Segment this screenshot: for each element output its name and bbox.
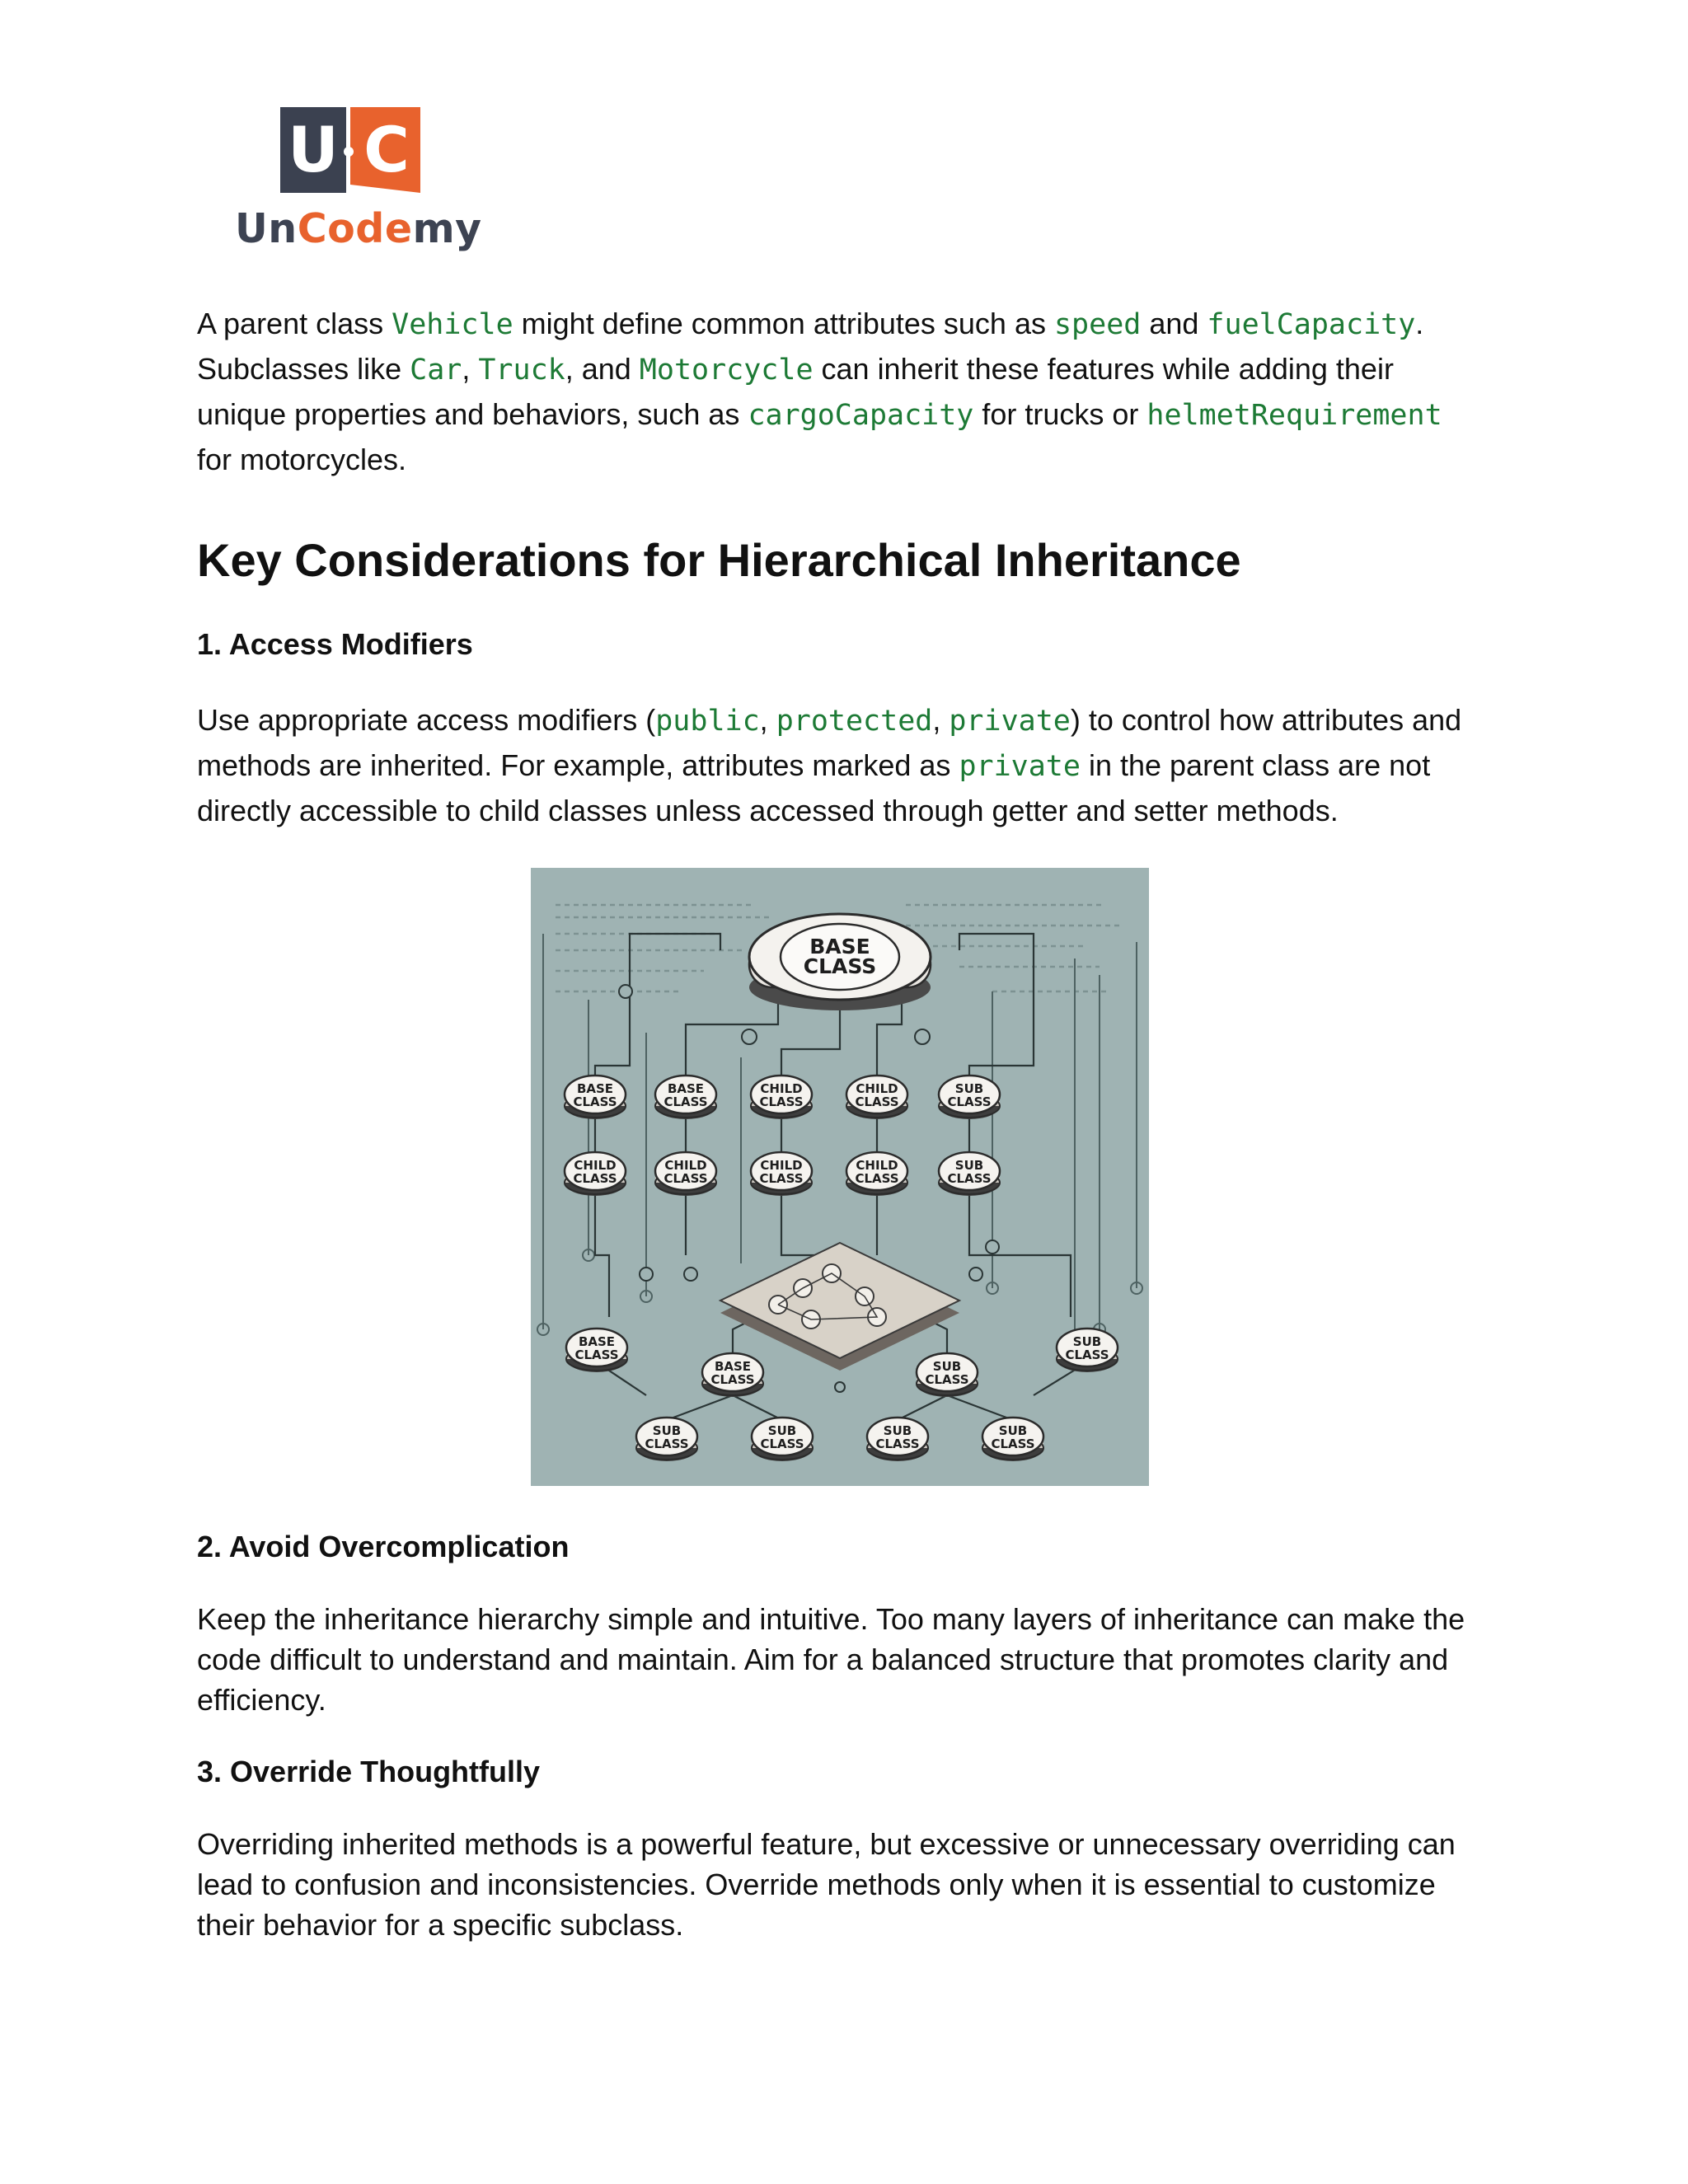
class-node-label-2: CLASS: [710, 1372, 755, 1387]
inline-code: private: [949, 705, 1071, 738]
logo-word-my: my: [412, 205, 482, 252]
class-node-label-2: CLASS: [925, 1372, 969, 1387]
class-node-label-2: CLASS: [855, 1171, 899, 1186]
logo-letter-c: C: [363, 113, 410, 186]
class-node-label-1: CHILD: [574, 1158, 617, 1173]
class-node-label-1: SUB: [883, 1423, 912, 1438]
class-node-label-2: CLASS: [855, 1094, 899, 1109]
section-1: [197, 624, 1483, 665]
class-node-label-2: CLASS: [991, 1436, 1035, 1451]
class-node-label-1: SUB: [932, 1359, 962, 1374]
class-node-label-2: CLASS: [760, 1436, 804, 1451]
class-node-label-2: CLASS: [574, 1347, 619, 1362]
section-2: [197, 1526, 1483, 1568]
junction-node-icon: [619, 985, 632, 998]
inline-code: speed: [1053, 308, 1142, 341]
class-node-label-2: CLASS: [759, 1171, 804, 1186]
class-node-label-1: CHILD: [664, 1158, 707, 1173]
class-node-label-1: BASE: [667, 1081, 705, 1096]
class-node-label-2: CLASS: [759, 1094, 804, 1109]
inline-code: Motorcycle: [639, 354, 814, 387]
logo-letter-u: U: [288, 113, 339, 186]
inline-code: private: [959, 750, 1081, 783]
class-node-label-2: CLASS: [875, 1436, 920, 1451]
inline-code: cargoCapacity: [748, 399, 974, 432]
class-node-label-2: CLASS: [1065, 1347, 1109, 1362]
class-node-label-1: CHILD: [856, 1081, 898, 1096]
intro-block: [197, 302, 1483, 482]
class-node-label-1: CHILD: [760, 1158, 803, 1173]
class-node-label-1: CHILD: [760, 1081, 803, 1096]
logo-word-code: Code: [297, 205, 413, 252]
class-node-label-2: CLASS: [573, 1094, 617, 1109]
section-title: 3. Override Thoughtfully: [197, 1755, 541, 1788]
class-node-label-1: SUB: [998, 1423, 1028, 1438]
inline-code: Truck: [478, 354, 565, 387]
inline-code: public: [655, 705, 760, 738]
junction-node-icon: [684, 1268, 697, 1281]
class-node-label-1: SUB: [767, 1423, 797, 1438]
junction-node-icon: [986, 1240, 999, 1254]
class-node-label-1: CHILD: [856, 1158, 898, 1173]
section-3-body: [197, 1824, 1483, 1945]
class-node-label-1: SUB: [652, 1423, 682, 1438]
inline-code: Vehicle: [392, 308, 513, 341]
section-paragraph: Overriding inherited methods is a powerful feature, but excessive or unnecessary overriding can lead to confusion and inconsistencies. Override methods only when it is essential to customize their behavior for a specific subclass.: [197, 1827, 1456, 1942]
section-title: 1. Access Modifiers: [197, 627, 473, 661]
heading-block: [197, 532, 1483, 589]
top-node-label-2: CLASS: [803, 954, 877, 978]
class-node-label-1: BASE: [714, 1359, 752, 1374]
hierarchy-illustration: [531, 868, 1149, 1486]
class-node-label-2: CLASS: [663, 1171, 708, 1186]
top-node-label-1: BASE: [809, 935, 870, 958]
class-node-label-2: CLASS: [645, 1436, 689, 1451]
inline-code: protected: [776, 705, 933, 738]
class-node-label-1: SUB: [1072, 1334, 1102, 1349]
logo-dot-icon: [344, 147, 354, 157]
class-node-label-1: SUB: [954, 1158, 984, 1173]
class-node-label-2: CLASS: [947, 1171, 992, 1186]
class-node-label-2: CLASS: [573, 1171, 617, 1186]
section-paragraph: Use appropriate access modifiers (public, protected, private) to control how attributes and methods are inherited. For example, attributes marked as private in the parent class are not directly accessible to child classes unless accessed through getter and setter methods.: [197, 703, 1462, 827]
junction-node-icon: [915, 1029, 930, 1044]
section-1-body: [197, 698, 1483, 833]
class-node-label-1: BASE: [576, 1081, 614, 1096]
section-title: 2. Avoid Overcomplication: [197, 1530, 570, 1563]
section-3: [197, 1751, 1483, 1793]
junction-node-icon: [969, 1268, 982, 1281]
class-node-label-1: SUB: [954, 1081, 984, 1096]
page-heading: Key Considerations for Hierarchical Inheritance: [197, 534, 1241, 586]
junction-node-icon: [835, 1382, 845, 1392]
section-2-body: [197, 1599, 1483, 1720]
class-node-label-1: BASE: [578, 1334, 616, 1349]
class-node-label-2: CLASS: [947, 1094, 992, 1109]
section-paragraph: Keep the inheritance hierarchy simple and intuitive. Too many layers of inheritance can make the code difficult to understand and maintain. Aim for a balanced structure that promotes clarity and efficiency.: [197, 1602, 1465, 1717]
logo-word-un: Un: [235, 205, 298, 252]
class-node-label-2: CLASS: [663, 1094, 708, 1109]
logo-wordmark: [235, 204, 482, 254]
inline-code: Car: [410, 354, 462, 387]
intro-paragraph: A parent class Vehicle might define common attributes such as speed and fuelCapacity. Subclasses like Car, Truck, and Motorcycle can inherit these features while adding their unique properties and behaviors, such as cargoCapacity for trucks or helmetRequirement for motorcycles.: [197, 307, 1442, 476]
hierarchy-diagram: [531, 868, 1149, 1486]
inline-code: fuelCapacity: [1207, 308, 1416, 341]
inline-code: helmetRequirement: [1146, 399, 1442, 432]
junction-node-icon: [640, 1268, 653, 1281]
junction-node-icon: [742, 1029, 757, 1044]
